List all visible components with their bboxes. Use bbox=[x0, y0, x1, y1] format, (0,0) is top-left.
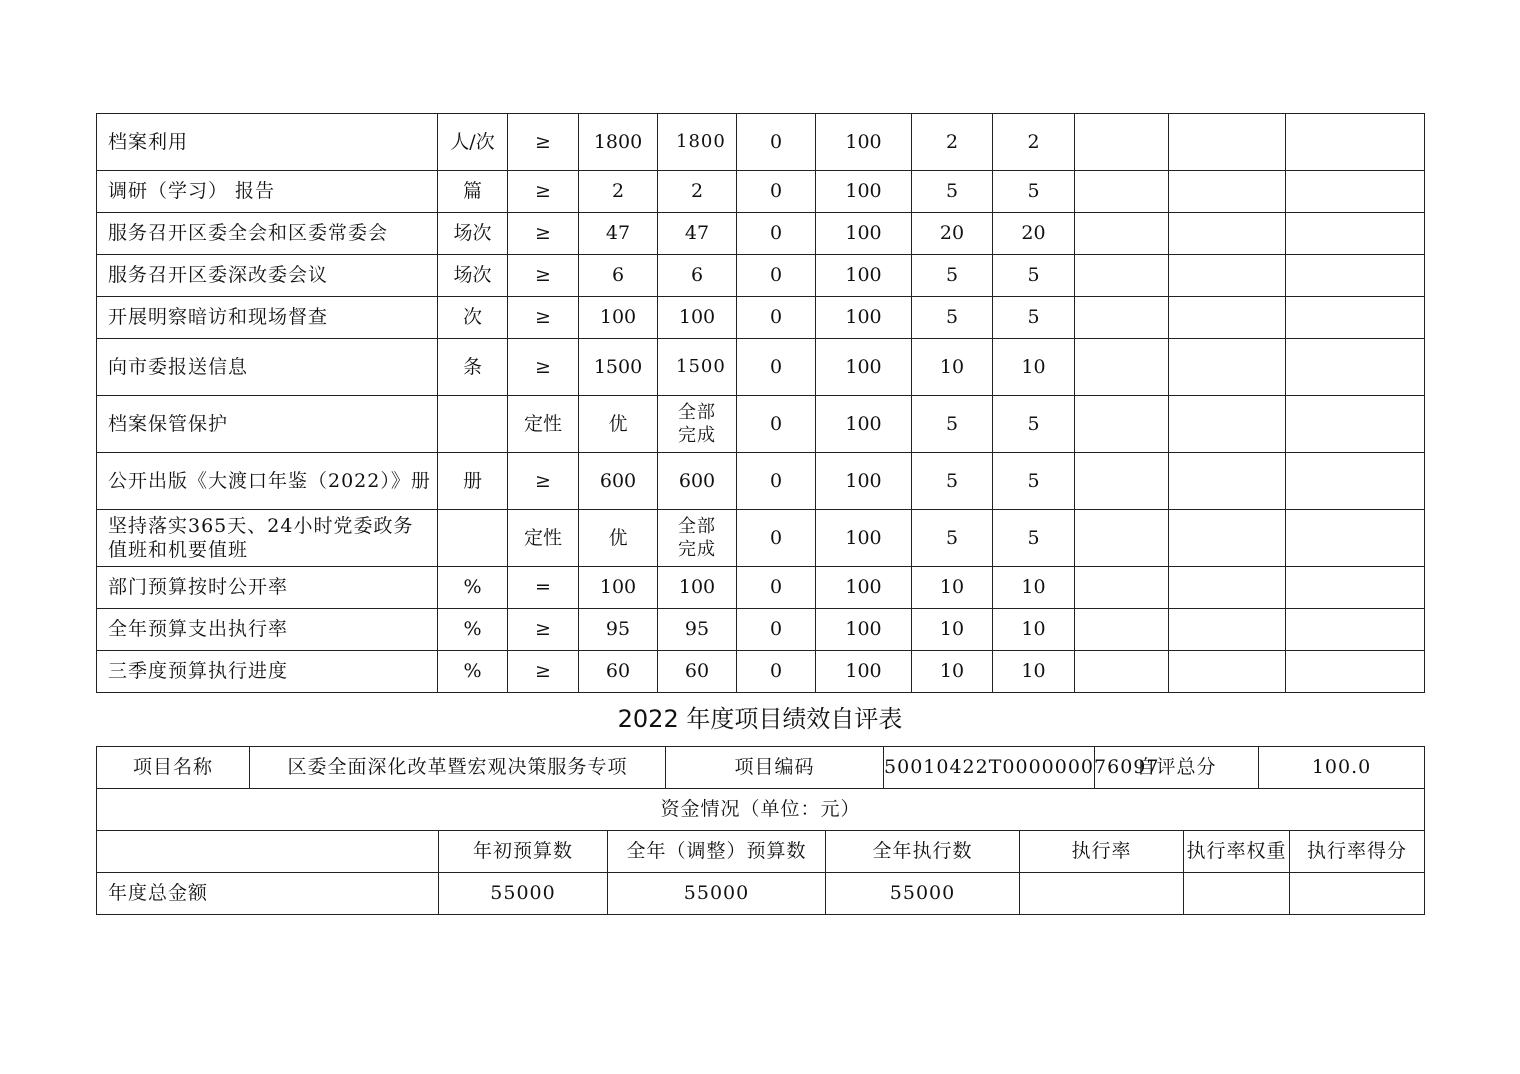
indicator-blank-cell bbox=[1075, 171, 1169, 213]
total-rate bbox=[1020, 873, 1184, 915]
indicator-deviation-cell: 0 bbox=[737, 651, 816, 693]
indicator-blank-cell bbox=[1075, 339, 1169, 396]
indicator-deviation-cell: 0 bbox=[737, 171, 816, 213]
indicator-blank-cell bbox=[1286, 114, 1425, 171]
indicator-completion-cell: 100 bbox=[816, 651, 912, 693]
indicator-blank-cell bbox=[1075, 213, 1169, 255]
indicator-blank-cell bbox=[1075, 297, 1169, 339]
indicator-completion-cell: 100 bbox=[816, 114, 912, 171]
col-rate-score: 执行率得分 bbox=[1290, 831, 1425, 873]
indicator-blank-cell bbox=[1075, 567, 1169, 609]
indicator-weight-cell: 10 bbox=[912, 651, 993, 693]
indicator-weight-cell: 2 bbox=[912, 114, 993, 171]
indicator-name-cell: 坚持落实365天、24小时党委政务值班和机要值班 bbox=[97, 510, 438, 567]
indicator-actual-cell: 6 bbox=[658, 255, 737, 297]
indicator-target-cell: 60 bbox=[579, 651, 658, 693]
funds-columns-row bbox=[97, 831, 1425, 873]
indicator-blank-cell bbox=[1169, 651, 1286, 693]
indicator-actual-cell: 95 bbox=[658, 609, 737, 651]
indicator-name-cell: 三季度预算执行进度 bbox=[97, 651, 438, 693]
indicator-op-cell: ≥ bbox=[508, 297, 579, 339]
indicator-actual-cell: 100 bbox=[658, 297, 737, 339]
indicator-actual-cell: 全部完成 bbox=[658, 510, 737, 567]
indicator-actual-cell: 全部完成 bbox=[658, 396, 737, 453]
indicator-row bbox=[97, 651, 1425, 693]
indicator-unit-cell bbox=[438, 396, 508, 453]
indicator-completion-cell: 100 bbox=[816, 171, 912, 213]
col-adjusted-budget: 全年（调整）预算数 bbox=[608, 831, 826, 873]
indicator-weight-cell: 5 bbox=[912, 171, 993, 213]
indicator-target-cell: 1800 bbox=[579, 114, 658, 171]
indicator-weight-cell: 5 bbox=[912, 255, 993, 297]
indicator-blank-cell bbox=[1075, 609, 1169, 651]
indicator-row bbox=[97, 171, 1425, 213]
indicator-name-cell: 档案保管保护 bbox=[97, 396, 438, 453]
indicator-blank-cell bbox=[1169, 339, 1286, 396]
indicator-blank-cell bbox=[1169, 453, 1286, 510]
indicator-name-cell: 档案利用 bbox=[97, 114, 438, 171]
indicator-op-cell: ≥ bbox=[508, 453, 579, 510]
indicator-blank-cell bbox=[1286, 609, 1425, 651]
project-name-value: 区委全面深化改革暨宏观决策服务专项 bbox=[250, 747, 666, 789]
indicator-op-cell: ≥ bbox=[508, 651, 579, 693]
indicator-weight-cell: 5 bbox=[912, 396, 993, 453]
funds-total-row bbox=[97, 873, 1425, 915]
indicator-unit-cell: % bbox=[438, 567, 508, 609]
indicator-unit-cell: 场次 bbox=[438, 213, 508, 255]
indicator-weight-cell: 20 bbox=[912, 213, 993, 255]
indicator-deviation-cell: 0 bbox=[737, 510, 816, 567]
indicator-op-cell: 定性 bbox=[508, 396, 579, 453]
indicator-completion-cell: 100 bbox=[816, 213, 912, 255]
indicator-blank-cell bbox=[1286, 171, 1425, 213]
indicator-blank-cell bbox=[1169, 213, 1286, 255]
indicator-blank-cell bbox=[1169, 396, 1286, 453]
indicator-actual-cell: 60 bbox=[658, 651, 737, 693]
indicator-blank-cell bbox=[1286, 297, 1425, 339]
indicator-completion-cell: 100 bbox=[816, 255, 912, 297]
indicator-completion-cell: 100 bbox=[816, 510, 912, 567]
indicator-row bbox=[97, 114, 1425, 171]
indicator-deviation-cell: 0 bbox=[737, 567, 816, 609]
indicator-op-cell: ≥ bbox=[508, 171, 579, 213]
performance-indicator-table bbox=[96, 113, 1425, 693]
indicator-name-cell: 开展明察暗访和现场督查 bbox=[97, 297, 438, 339]
indicator-blank-cell bbox=[1286, 396, 1425, 453]
indicator-blank-cell bbox=[1075, 255, 1169, 297]
project-info-row bbox=[97, 747, 1425, 789]
indicator-deviation-cell: 0 bbox=[737, 339, 816, 396]
indicator-row bbox=[97, 609, 1425, 651]
indicator-unit-cell: 人/次 bbox=[438, 114, 508, 171]
indicator-target-cell: 优 bbox=[579, 510, 658, 567]
indicator-weight-cell: 10 bbox=[912, 609, 993, 651]
indicator-name-cell: 部门预算按时公开率 bbox=[97, 567, 438, 609]
indicator-unit-cell bbox=[438, 510, 508, 567]
indicator-actual-cell: 47 bbox=[658, 213, 737, 255]
indicator-row bbox=[97, 255, 1425, 297]
indicator-row bbox=[97, 213, 1425, 255]
col-executed: 全年执行数 bbox=[826, 831, 1020, 873]
indicator-blank-cell bbox=[1075, 510, 1169, 567]
indicator-blank-cell bbox=[1286, 453, 1425, 510]
indicator-row bbox=[97, 453, 1425, 510]
indicator-score-cell: 20 bbox=[993, 213, 1075, 255]
indicator-blank-cell bbox=[1169, 297, 1286, 339]
self-score-value: 100.0 bbox=[1259, 747, 1425, 789]
indicator-blank-cell bbox=[1169, 567, 1286, 609]
indicator-row bbox=[97, 396, 1425, 453]
col-initial-budget: 年初预算数 bbox=[439, 831, 608, 873]
indicator-blank-cell bbox=[1286, 651, 1425, 693]
total-rate-weight bbox=[1184, 873, 1290, 915]
indicator-blank-cell bbox=[1169, 609, 1286, 651]
indicator-op-cell: ≥ bbox=[508, 339, 579, 396]
indicator-row bbox=[97, 510, 1425, 567]
indicator-actual-cell: 100 bbox=[658, 567, 737, 609]
indicator-unit-cell: % bbox=[438, 609, 508, 651]
indicator-target-cell: 600 bbox=[579, 453, 658, 510]
indicator-unit-cell: 次 bbox=[438, 297, 508, 339]
indicator-score-cell: 10 bbox=[993, 651, 1075, 693]
total-rate-score bbox=[1290, 873, 1425, 915]
col-execution-rate: 执行率 bbox=[1020, 831, 1184, 873]
indicator-score-cell: 5 bbox=[993, 255, 1075, 297]
total-initial-budget: 55000 bbox=[439, 873, 608, 915]
indicator-score-cell: 10 bbox=[993, 609, 1075, 651]
funds-header: 资金情况（单位：元） bbox=[97, 789, 1425, 831]
indicator-deviation-cell: 0 bbox=[737, 213, 816, 255]
indicator-completion-cell: 100 bbox=[816, 453, 912, 510]
indicator-name-cell: 调研（学习） 报告 bbox=[97, 171, 438, 213]
indicator-actual-cell: 1500 bbox=[658, 339, 737, 396]
indicator-unit-cell: 册 bbox=[438, 453, 508, 510]
indicator-target-cell: 100 bbox=[579, 297, 658, 339]
project-code-label: 项目编码 bbox=[666, 747, 884, 789]
indicator-score-cell: 5 bbox=[993, 510, 1075, 567]
indicator-unit-cell: 条 bbox=[438, 339, 508, 396]
indicator-name-cell: 服务召开区委全会和区委常委会 bbox=[97, 213, 438, 255]
indicator-score-cell: 5 bbox=[993, 396, 1075, 453]
indicator-score-cell: 10 bbox=[993, 567, 1075, 609]
indicator-weight-cell: 10 bbox=[912, 339, 993, 396]
indicator-name-cell: 全年预算支出执行率 bbox=[97, 609, 438, 651]
col-rate-weight: 执行率权重 bbox=[1184, 831, 1290, 873]
indicator-score-cell: 5 bbox=[993, 171, 1075, 213]
indicator-weight-cell: 10 bbox=[912, 567, 993, 609]
indicator-op-cell: ≥ bbox=[508, 213, 579, 255]
indicator-row bbox=[97, 297, 1425, 339]
indicator-op-cell: ≥ bbox=[508, 255, 579, 297]
indicator-deviation-cell: 0 bbox=[737, 396, 816, 453]
indicator-op-cell: 定性 bbox=[508, 510, 579, 567]
indicator-blank-cell bbox=[1286, 510, 1425, 567]
indicator-target-cell: 47 bbox=[579, 213, 658, 255]
indicator-target-cell: 6 bbox=[579, 255, 658, 297]
indicator-blank-cell bbox=[1075, 453, 1169, 510]
funds-corner-cell bbox=[97, 831, 439, 873]
indicator-row bbox=[97, 339, 1425, 396]
indicator-completion-cell: 100 bbox=[816, 567, 912, 609]
indicator-weight-cell: 5 bbox=[912, 510, 993, 567]
indicator-target-cell: 95 bbox=[579, 609, 658, 651]
total-label: 年度总金额 bbox=[97, 873, 439, 915]
indicator-score-cell: 2 bbox=[993, 114, 1075, 171]
indicator-weight-cell: 5 bbox=[912, 453, 993, 510]
indicator-actual-cell: 600 bbox=[658, 453, 737, 510]
form-title: 2022 年度项目绩效自评表 bbox=[617, 705, 903, 733]
indicator-score-cell: 10 bbox=[993, 339, 1075, 396]
indicator-blank-cell bbox=[1075, 651, 1169, 693]
indicator-row bbox=[97, 567, 1425, 609]
indicator-blank-cell bbox=[1169, 171, 1286, 213]
indicator-blank-cell bbox=[1286, 567, 1425, 609]
indicator-target-cell: 1500 bbox=[579, 339, 658, 396]
indicator-blank-cell bbox=[1169, 510, 1286, 567]
project-code-value: 50010422T000000076097 bbox=[884, 747, 1095, 789]
indicator-unit-cell: 篇 bbox=[438, 171, 508, 213]
self-score-label: 自评总分 bbox=[1095, 747, 1259, 789]
indicator-blank-cell bbox=[1286, 255, 1425, 297]
indicator-completion-cell: 100 bbox=[816, 297, 912, 339]
indicator-name-cell: 服务召开区委深改委会议 bbox=[97, 255, 438, 297]
indicator-name-cell: 向市委报送信息 bbox=[97, 339, 438, 396]
total-adjusted-budget: 55000 bbox=[608, 873, 826, 915]
indicator-blank-cell bbox=[1286, 213, 1425, 255]
funds-header-row bbox=[97, 789, 1425, 831]
indicator-target-cell: 100 bbox=[579, 567, 658, 609]
indicator-blank-cell bbox=[1075, 396, 1169, 453]
indicator-deviation-cell: 0 bbox=[737, 255, 816, 297]
indicator-op-cell: ≥ bbox=[508, 609, 579, 651]
indicator-blank-cell bbox=[1286, 339, 1425, 396]
indicator-blank-cell bbox=[1169, 255, 1286, 297]
indicator-deviation-cell: 0 bbox=[737, 609, 816, 651]
indicator-target-cell: 2 bbox=[579, 171, 658, 213]
indicator-deviation-cell: 0 bbox=[737, 297, 816, 339]
indicator-blank-cell bbox=[1169, 114, 1286, 171]
project-name-label: 项目名称 bbox=[97, 747, 250, 789]
indicator-blank-cell bbox=[1075, 114, 1169, 171]
indicator-unit-cell: % bbox=[438, 651, 508, 693]
indicator-completion-cell: 100 bbox=[816, 609, 912, 651]
indicator-deviation-cell: 0 bbox=[737, 114, 816, 171]
indicator-actual-cell: 1800 bbox=[658, 114, 737, 171]
indicator-completion-cell: 100 bbox=[816, 339, 912, 396]
indicator-completion-cell: 100 bbox=[816, 396, 912, 453]
indicator-score-cell: 5 bbox=[993, 453, 1075, 510]
indicator-name-cell: 公开出版《大渡口年鉴（2022）》册 bbox=[97, 453, 438, 510]
total-executed: 55000 bbox=[826, 873, 1020, 915]
indicator-op-cell: = bbox=[508, 567, 579, 609]
indicator-score-cell: 5 bbox=[993, 297, 1075, 339]
project-self-evaluation-table bbox=[96, 746, 1425, 915]
indicator-unit-cell: 场次 bbox=[438, 255, 508, 297]
indicator-op-cell: ≥ bbox=[508, 114, 579, 171]
indicator-deviation-cell: 0 bbox=[737, 453, 816, 510]
indicator-weight-cell: 5 bbox=[912, 297, 993, 339]
indicator-actual-cell: 2 bbox=[658, 171, 737, 213]
indicator-target-cell: 优 bbox=[579, 396, 658, 453]
